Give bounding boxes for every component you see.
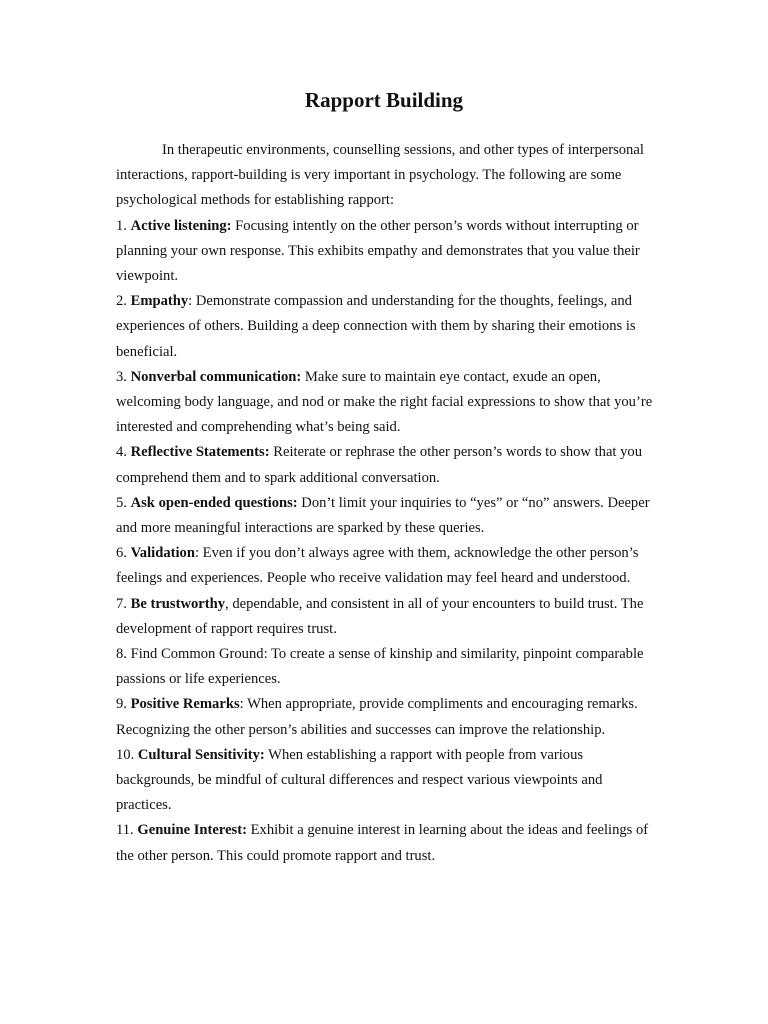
item-text: To create a sense of kinship and similarity, pinpoint comparable passions or life experiences.	[116, 646, 644, 688]
item-text: Reiterate or rephrase the other person’s words to show that you comprehend them and to spark additional conversation.	[116, 444, 643, 486]
list-item	[116, 289, 654, 365]
item-number: 10.	[116, 746, 138, 763]
item-text: Make sure to maintain eye contact, exude an open, welcoming body language, and nod or make the right facial expressions to show that you’re interested and comprehending what’s being said.	[116, 368, 653, 436]
item-term: Genuine Interest:	[137, 822, 247, 839]
item-term: Nonverbal communication:	[130, 368, 302, 385]
list-item	[116, 214, 654, 290]
item-text: When establishing a rapport with people from various backgrounds, be mindful of cultural differences and respect various viewpoints and practices.	[116, 746, 603, 814]
item-number: 3.	[116, 368, 131, 385]
item-term: Empathy	[130, 293, 189, 310]
item-term: Reflective Statements:	[130, 444, 270, 461]
list-item	[116, 818, 654, 868]
list-item	[116, 642, 654, 692]
item-term: Positive Remarks	[130, 696, 240, 713]
list-item	[116, 592, 654, 642]
item-text: : Demonstrate compassion and understanding for the thoughts, feelings, and experiences of others. Building a deep connection with them by sharing their emotions is beneficial.	[116, 293, 636, 360]
list-item	[116, 692, 654, 742]
item-number: 4.	[116, 444, 131, 461]
item-term: Validation	[130, 545, 195, 562]
item-text: : Even if you don’t always agree with them, acknowledge the other person’s feelings and experiences. People who receive validation may feel heard and understood.	[116, 545, 639, 587]
item-term: Be trustworthy	[130, 595, 226, 612]
item-number: 9.	[116, 696, 131, 713]
list-item	[116, 491, 654, 541]
item-number: 8.	[116, 646, 131, 663]
list-item	[116, 440, 654, 490]
page-title: Rapport Building	[304, 88, 464, 112]
item-number: 7.	[116, 595, 131, 612]
item-number: 5.	[116, 494, 131, 511]
item-number: 11.	[116, 822, 138, 839]
item-term: Cultural Sensitivity:	[137, 746, 265, 763]
list-item	[116, 365, 654, 441]
item-text: , dependable, and consistent in all of your encounters to build trust. The development of rapport requires trust.	[116, 595, 644, 637]
item-text: Focusing intently on the other person’s words without interrupting or planning your own response. This exhibits empathy and demonstrates that you value their viewpoint.	[116, 217, 640, 285]
item-term: Active listening:	[130, 217, 232, 234]
item-text: Don’t limit your inquiries to “yes” or “no” answers. Deeper and more meaningful interactions are sparked by these queries.	[116, 494, 650, 537]
item-term: Find Common Ground:	[130, 646, 268, 663]
item-number: 6.	[116, 545, 131, 562]
item-text: Exhibit a genuine interest in learning about the ideas and feelings of the other person. This could promote rapport and trust.	[116, 822, 649, 864]
item-term: Ask open-ended questions:	[130, 494, 298, 511]
list-item	[116, 541, 654, 591]
intro-paragraph: In therapeutic environments, counselling sessions, and other types of interpersonal interactions, rapport-building is very important in psychology. The following are some psychological methods for establishing rapport:	[116, 142, 644, 209]
document-body	[116, 138, 654, 869]
list-item	[116, 743, 654, 819]
item-number: 2.	[116, 293, 131, 310]
item-number: 1.	[116, 217, 131, 234]
item-text: : When appropriate, provide compliments and encouraging remarks. Recognizing the other person’s abilities and successes can improve the relationship.	[116, 696, 638, 738]
